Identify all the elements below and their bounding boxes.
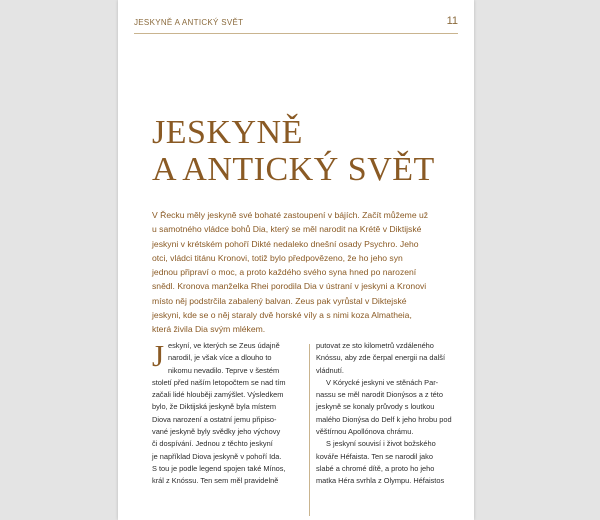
body-line: putovat ze sto kilometrů vzdáleného [316,341,434,350]
body-line: jeskyně se konaly průvody s loutkou [316,402,435,412]
body-line: Knóssu, aby zde čerpal energii na další [316,353,446,363]
column-divider [309,344,310,516]
body-line: je například Diova jeskyně v pohoří Ida. [152,451,282,461]
chapter-title [152,114,452,188]
body-line: narodil, je však více a dlouho to [168,353,272,363]
body-line: století před naším letopočtem se nad tím [152,377,286,387]
drop-cap: J [152,338,165,373]
body-line: S tou je podle legend spojen také Mínos, [152,463,286,473]
body-line: eskyní, ve kterých se Zeus údajně [168,341,280,350]
body-line: věštírnou Apollónova chrámu. [316,427,414,437]
lead-line: místo něj podstrčila zabalený balvan. Zeus pak vyrůstal v Diktejské [152,295,407,306]
body-line: matka Héra svrhla z Olympu. Héfaistos [316,476,445,486]
body-line: bylo, že Diktijská jeskyně byla místem [152,402,277,412]
body-line: Diova narození a ostatní jemu připiso- [152,414,277,424]
body-line: nikomu nevadilo. Teprve v šestém [168,365,280,375]
body-line: kováře Héfaista. Ten se narodil jako [316,451,433,461]
body-line: malého Dionýsa do Delf k jeho hrobu pod [316,414,452,424]
body-line: S jeskyní souvisí i život božského [326,439,436,449]
body-line: nassu se měl narodit Dionýsos a z této [316,390,443,400]
lead-line: jednou připraví o moc, a proto každého svého syna hned po narození [152,267,417,278]
header-rule [134,33,458,34]
lead-line: V Řecku měly jeskyně své bohaté zastoupení v bájích. Začít můžeme už [152,210,429,220]
body-line: král z Knóssu. Ten sem měl pravidelně [152,476,279,486]
body-line: vané jeskyně byly svědky jeho výchovy [152,427,281,437]
lead-line: jeskyni v krétském pohoří Dikté nedaleko dnešní osady Psychro. Jeho [152,238,419,249]
page-number: 11 [446,15,458,27]
chapter-title-line-1: JESKYNĚ [152,114,303,151]
body-line: slabé a chromé dítě, a proto ho jeho [316,463,435,473]
running-head: JESKYNĚ A ANTICKÝ SVĚT [134,18,244,27]
book-page [118,0,474,520]
lead-line: jeskyni, kde se o něj staraly dvě horské víly a s nimi koza Almatheia, [152,310,412,321]
body-line: začali lidé hlouběji zamýšlet. Výsledkem [152,390,284,400]
body-line: V Kórycké jeskyni ve stěnách Par- [326,377,439,387]
body-column-right [316,340,456,488]
lead-line: snědl. Kronova manželka Rhei porodila Dia v ústraní v jeskyni a Kronovi [152,281,427,292]
body-line: vládnutí. [316,365,344,375]
body-line: či dospívání. Jednou z těchto jeskyní [152,439,273,449]
lead-line: která živila Dia svým mlékem. [152,324,266,335]
lead-line: otci, vládci titánu Kronovi, totiž bylo předpovězeno, že ho jeho syn [152,252,403,263]
lead-paragraph [152,208,458,337]
lead-line: u samotného vládce bohů Dia, který se měl narodit na Krétě v Diktijské [152,224,422,235]
body-column-left [152,340,303,488]
chapter-title-line-2: A ANTICKÝ SVĚT [152,151,435,188]
